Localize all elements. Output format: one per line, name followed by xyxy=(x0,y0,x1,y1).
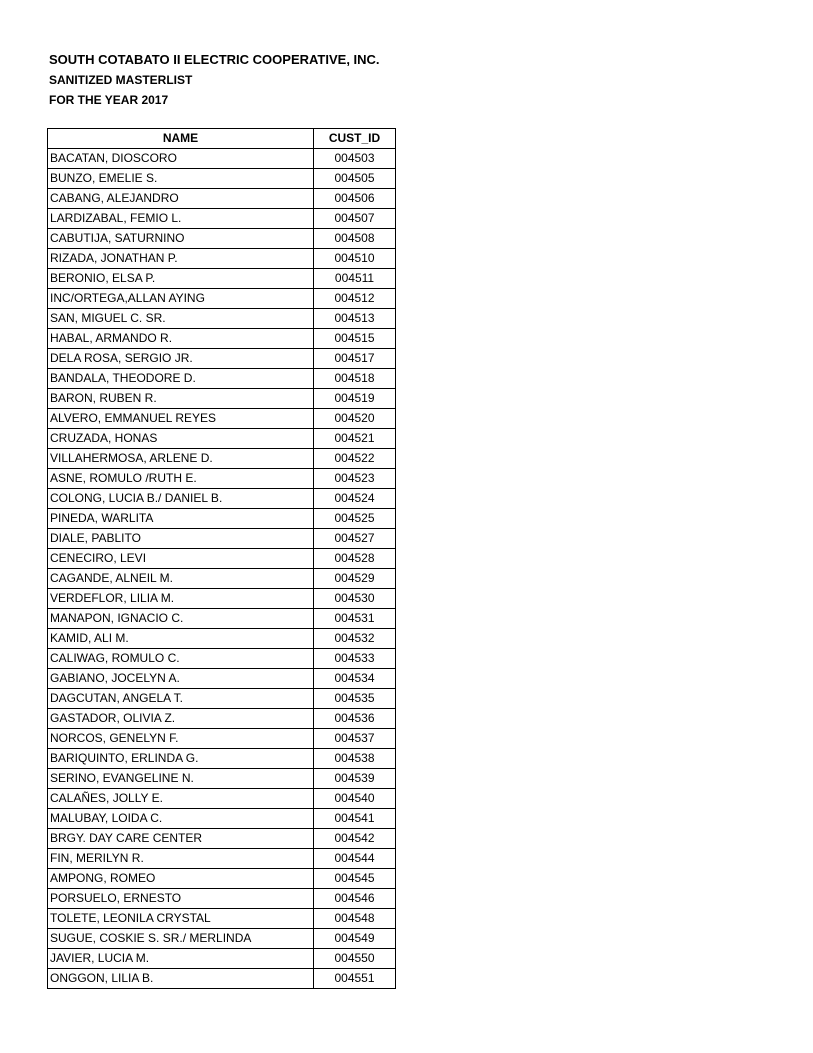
customer-id-cell: 004503 xyxy=(314,149,396,169)
customer-name-cell: SERINO, EVANGELINE N. xyxy=(48,769,314,789)
customer-name-cell: PORSUELO, ERNESTO xyxy=(48,889,314,909)
customer-name-cell: ALVERO, EMMANUEL REYES xyxy=(48,409,314,429)
customer-id-cell: 004545 xyxy=(314,869,396,889)
customer-id-cell: 004518 xyxy=(314,369,396,389)
customer-id-cell: 004513 xyxy=(314,309,396,329)
table-row xyxy=(48,729,396,749)
customer-name-cell: BACATAN, DIOSCORO xyxy=(48,149,314,169)
customer-id-cell: 004536 xyxy=(314,709,396,729)
customer-id-cell: 004551 xyxy=(314,969,396,989)
table-row xyxy=(48,209,396,229)
customer-name-cell: MANAPON, IGNACIO C. xyxy=(48,609,314,629)
customer-id-cell: 004519 xyxy=(314,389,396,409)
table-row xyxy=(48,789,396,809)
customer-name-cell: TOLETE, LEONILA CRYSTAL xyxy=(48,909,314,929)
table-row xyxy=(48,429,396,449)
company-name: SOUTH COTABATO II ELECTRIC COOPERATIVE, INC. xyxy=(49,52,380,67)
table-row xyxy=(48,629,396,649)
table-row xyxy=(48,189,396,209)
customer-id-cell: 004533 xyxy=(314,649,396,669)
customer-name-cell: LARDIZABAL, FEMIO L. xyxy=(48,209,314,229)
customer-name-cell: DELA ROSA, SERGIO JR. xyxy=(48,349,314,369)
table-row xyxy=(48,849,396,869)
customer-id-cell: 004530 xyxy=(314,589,396,609)
document-year: FOR THE YEAR 2017 xyxy=(49,93,169,107)
table-row xyxy=(48,349,396,369)
customer-name-cell: BANDALA, THEODORE D. xyxy=(48,369,314,389)
customer-id-cell: 004512 xyxy=(314,289,396,309)
customer-name-cell: GASTADOR, OLIVIA Z. xyxy=(48,709,314,729)
customer-id-cell: 004508 xyxy=(314,229,396,249)
customer-name-cell: ONGGON, LILIA B. xyxy=(48,969,314,989)
table-row xyxy=(48,449,396,469)
customer-name-cell: RIZADA, JONATHAN P. xyxy=(48,249,314,269)
table-row xyxy=(48,649,396,669)
customer-id-cell: 004524 xyxy=(314,489,396,509)
table-row xyxy=(48,869,396,889)
customer-name-cell: NORCOS, GENELYN F. xyxy=(48,729,314,749)
customer-id-cell: 004506 xyxy=(314,189,396,209)
column-header-name: NAME xyxy=(48,129,314,149)
table-row xyxy=(48,509,396,529)
customer-name-cell: COLONG, LUCIA B./ DANIEL B. xyxy=(48,489,314,509)
table-row xyxy=(48,889,396,909)
table-row xyxy=(48,329,396,349)
table-row xyxy=(48,829,396,849)
table-row xyxy=(48,909,396,929)
column-header-cust-id: CUST_ID xyxy=(314,129,396,149)
customer-id-cell: 004529 xyxy=(314,569,396,589)
customer-name-cell: HABAL, ARMANDO R. xyxy=(48,329,314,349)
customer-name-cell: BRGY. DAY CARE CENTER xyxy=(48,829,314,849)
customer-id-cell: 004507 xyxy=(314,209,396,229)
customer-id-cell: 004517 xyxy=(314,349,396,369)
customer-id-cell: 004537 xyxy=(314,729,396,749)
table-row xyxy=(48,389,396,409)
customer-name-cell: BARIQUINTO, ERLINDA G. xyxy=(48,749,314,769)
table-row xyxy=(48,169,396,189)
customer-id-cell: 004528 xyxy=(314,549,396,569)
customer-id-cell: 004541 xyxy=(314,809,396,829)
table-row xyxy=(48,689,396,709)
customer-name-cell: GABIANO, JOCELYN A. xyxy=(48,669,314,689)
customer-name-cell: BUNZO, EMELIE S. xyxy=(48,169,314,189)
table-row xyxy=(48,669,396,689)
customer-id-cell: 004538 xyxy=(314,749,396,769)
customer-name-cell: JAVIER, LUCIA M. xyxy=(48,949,314,969)
customer-id-cell: 004521 xyxy=(314,429,396,449)
customer-id-cell: 004523 xyxy=(314,469,396,489)
customer-name-cell: SUGUE, COSKIE S. SR./ MERLINDA xyxy=(48,929,314,949)
table-row xyxy=(48,929,396,949)
table-row xyxy=(48,709,396,729)
table-row xyxy=(48,949,396,969)
table-row xyxy=(48,489,396,509)
customer-name-cell: CALIWAG, ROMULO C. xyxy=(48,649,314,669)
customer-name-cell: CENECIRO, LEVI xyxy=(48,549,314,569)
customer-id-cell: 004544 xyxy=(314,849,396,869)
customer-name-cell: AMPONG, ROMEO xyxy=(48,869,314,889)
customer-id-cell: 004531 xyxy=(314,609,396,629)
table-row xyxy=(48,369,396,389)
table-row xyxy=(48,769,396,789)
customer-id-cell: 004550 xyxy=(314,949,396,969)
customer-name-cell: CALAÑES, JOLLY E. xyxy=(48,789,314,809)
customer-id-cell: 004532 xyxy=(314,629,396,649)
table-row xyxy=(48,529,396,549)
document-header xyxy=(49,50,380,110)
customer-name-cell: CABUTIJA, SATURNINO xyxy=(48,229,314,249)
customer-name-cell: VILLAHERMOSA, ARLENE D. xyxy=(48,449,314,469)
customer-name-cell: VERDEFLOR, LILIA M. xyxy=(48,589,314,609)
table-row xyxy=(48,749,396,769)
table-row xyxy=(48,469,396,489)
table-row xyxy=(48,269,396,289)
table-row xyxy=(48,549,396,569)
customer-id-cell: 004510 xyxy=(314,249,396,269)
customer-id-cell: 004540 xyxy=(314,789,396,809)
customer-name-cell: CRUZADA, HONAS xyxy=(48,429,314,449)
customer-name-cell: PINEDA, WARLITA xyxy=(48,509,314,529)
table-row xyxy=(48,409,396,429)
customer-id-cell: 004527 xyxy=(314,529,396,549)
customer-name-cell: DIALE, PABLITO xyxy=(48,529,314,549)
table-row xyxy=(48,229,396,249)
customer-name-cell: BARON, RUBEN R. xyxy=(48,389,314,409)
customer-id-cell: 004534 xyxy=(314,669,396,689)
customer-name-cell: MALUBAY, LOIDA C. xyxy=(48,809,314,829)
customer-id-cell: 004542 xyxy=(314,829,396,849)
customer-name-cell: KAMID, ALI M. xyxy=(48,629,314,649)
customer-name-cell: BERONIO, ELSA P. xyxy=(48,269,314,289)
customer-name-cell: DAGCUTAN, ANGELA T. xyxy=(48,689,314,709)
customer-name-cell: CAGANDE, ALNEIL M. xyxy=(48,569,314,589)
table-row xyxy=(48,969,396,989)
customer-name-cell: CABANG, ALEJANDRO xyxy=(48,189,314,209)
table-body xyxy=(48,149,396,989)
table-row xyxy=(48,589,396,609)
table-row xyxy=(48,309,396,329)
table-row xyxy=(48,249,396,269)
customer-name-cell: FIN, MERILYN R. xyxy=(48,849,314,869)
customer-name-cell: ASNE, ROMULO /RUTH E. xyxy=(48,469,314,489)
customer-id-cell: 004548 xyxy=(314,909,396,929)
masterlist-table xyxy=(47,128,396,989)
customer-id-cell: 004525 xyxy=(314,509,396,529)
customer-name-cell: SAN, MIGUEL C. SR. xyxy=(48,309,314,329)
customer-name-cell: INC/ORTEGA,ALLAN AYING xyxy=(48,289,314,309)
customer-id-cell: 004511 xyxy=(314,269,396,289)
table-row xyxy=(48,289,396,309)
customer-id-cell: 004546 xyxy=(314,889,396,909)
customer-id-cell: 004515 xyxy=(314,329,396,349)
table-row xyxy=(48,569,396,589)
document-subtitle: SANITIZED MASTERLIST xyxy=(49,73,193,87)
table-row xyxy=(48,809,396,829)
customer-id-cell: 004522 xyxy=(314,449,396,469)
customer-id-cell: 004539 xyxy=(314,769,396,789)
customer-id-cell: 004520 xyxy=(314,409,396,429)
table-row xyxy=(48,149,396,169)
customer-id-cell: 004535 xyxy=(314,689,396,709)
customer-id-cell: 004505 xyxy=(314,169,396,189)
customer-id-cell: 004549 xyxy=(314,929,396,949)
table-header-row xyxy=(48,129,396,149)
table-row xyxy=(48,609,396,629)
